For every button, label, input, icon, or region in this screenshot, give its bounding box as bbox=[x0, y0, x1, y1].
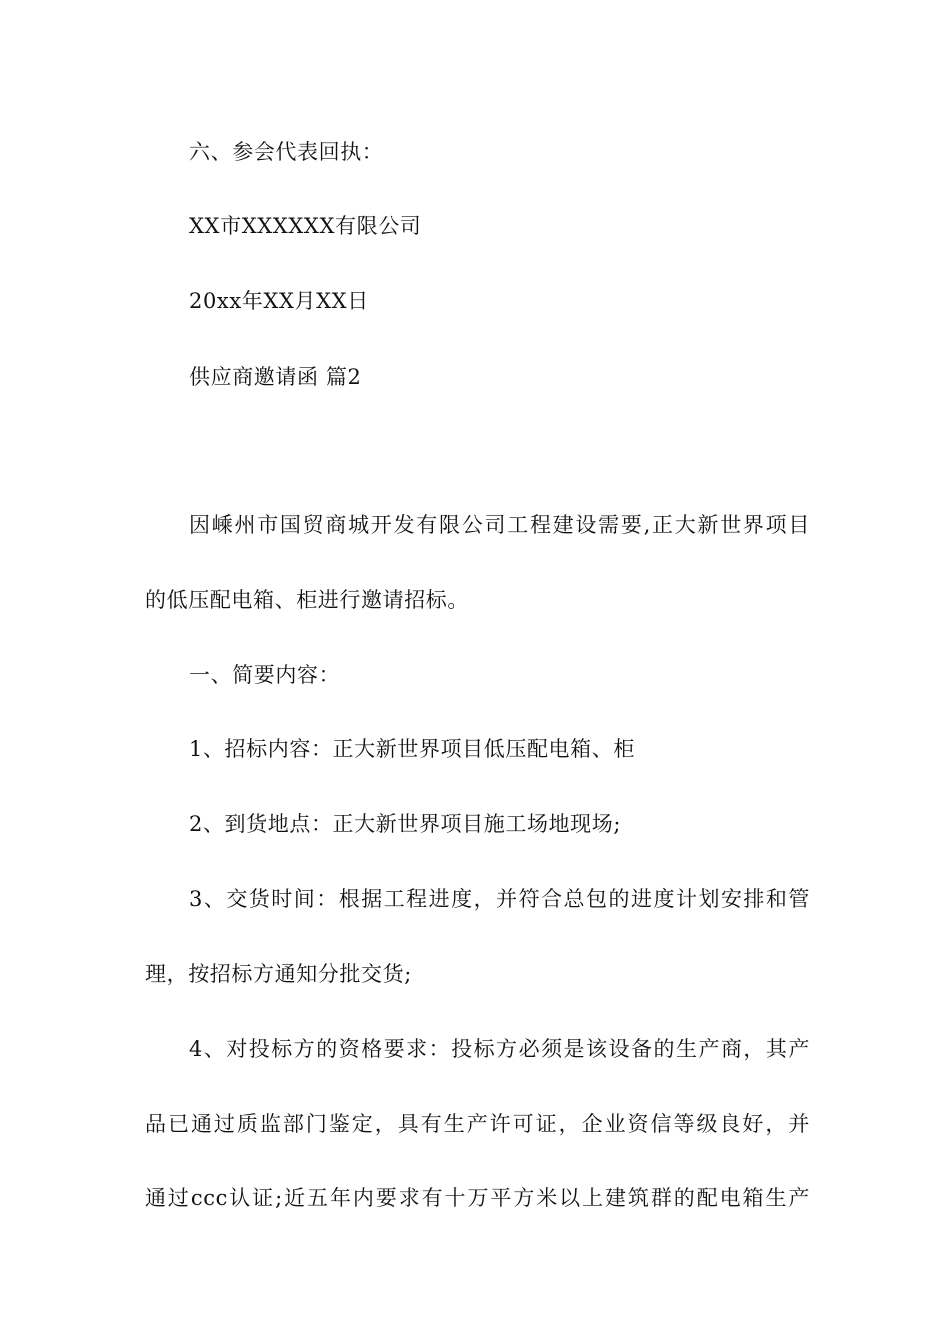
paragraph-intro-line-1: 因嵊州市国贸商城开发有限公司工程建设需要,正大新世界项目 bbox=[189, 513, 810, 537]
company-name: XX市XXXXXX有限公司 bbox=[189, 214, 422, 238]
section-heading-attendee-receipt: 六、参会代表回执： bbox=[189, 140, 384, 164]
list-item-delivery-time-line-2: 理，按招标方通知分批交货; bbox=[145, 962, 412, 986]
paragraph-intro-line-2: 的低压配电箱、柜进行邀请招标。 bbox=[145, 588, 469, 612]
list-item-delivery-location: 2、到货地点：正大新世界项目施工场地现场; bbox=[189, 812, 622, 836]
document-date: 20xx年XX月XX日 bbox=[189, 289, 369, 313]
list-item-qualification-line-3: 通过ccc认证;近五年内要求有十万平方米以上建筑群的配电箱生产 bbox=[145, 1186, 810, 1210]
list-item-qualification-line-1: 4、对投标方的资格要求：投标方必须是该设备的生产商，其产 bbox=[189, 1037, 810, 1061]
section-heading-brief: 一、简要内容： bbox=[189, 663, 341, 687]
document-title-part-2: 供应商邀请函 篇2 bbox=[189, 365, 362, 389]
list-item-delivery-time-line-1: 3、交货时间：根据工程进度，并符合总包的进度计划安排和管 bbox=[189, 887, 810, 911]
list-item-bid-content: 1、招标内容：正大新世界项目低压配电箱、柜 bbox=[189, 737, 635, 761]
list-item-qualification-line-2: 品已通过质监部门鉴定，具有生产许可证，企业资信等级良好，并 bbox=[145, 1112, 810, 1136]
